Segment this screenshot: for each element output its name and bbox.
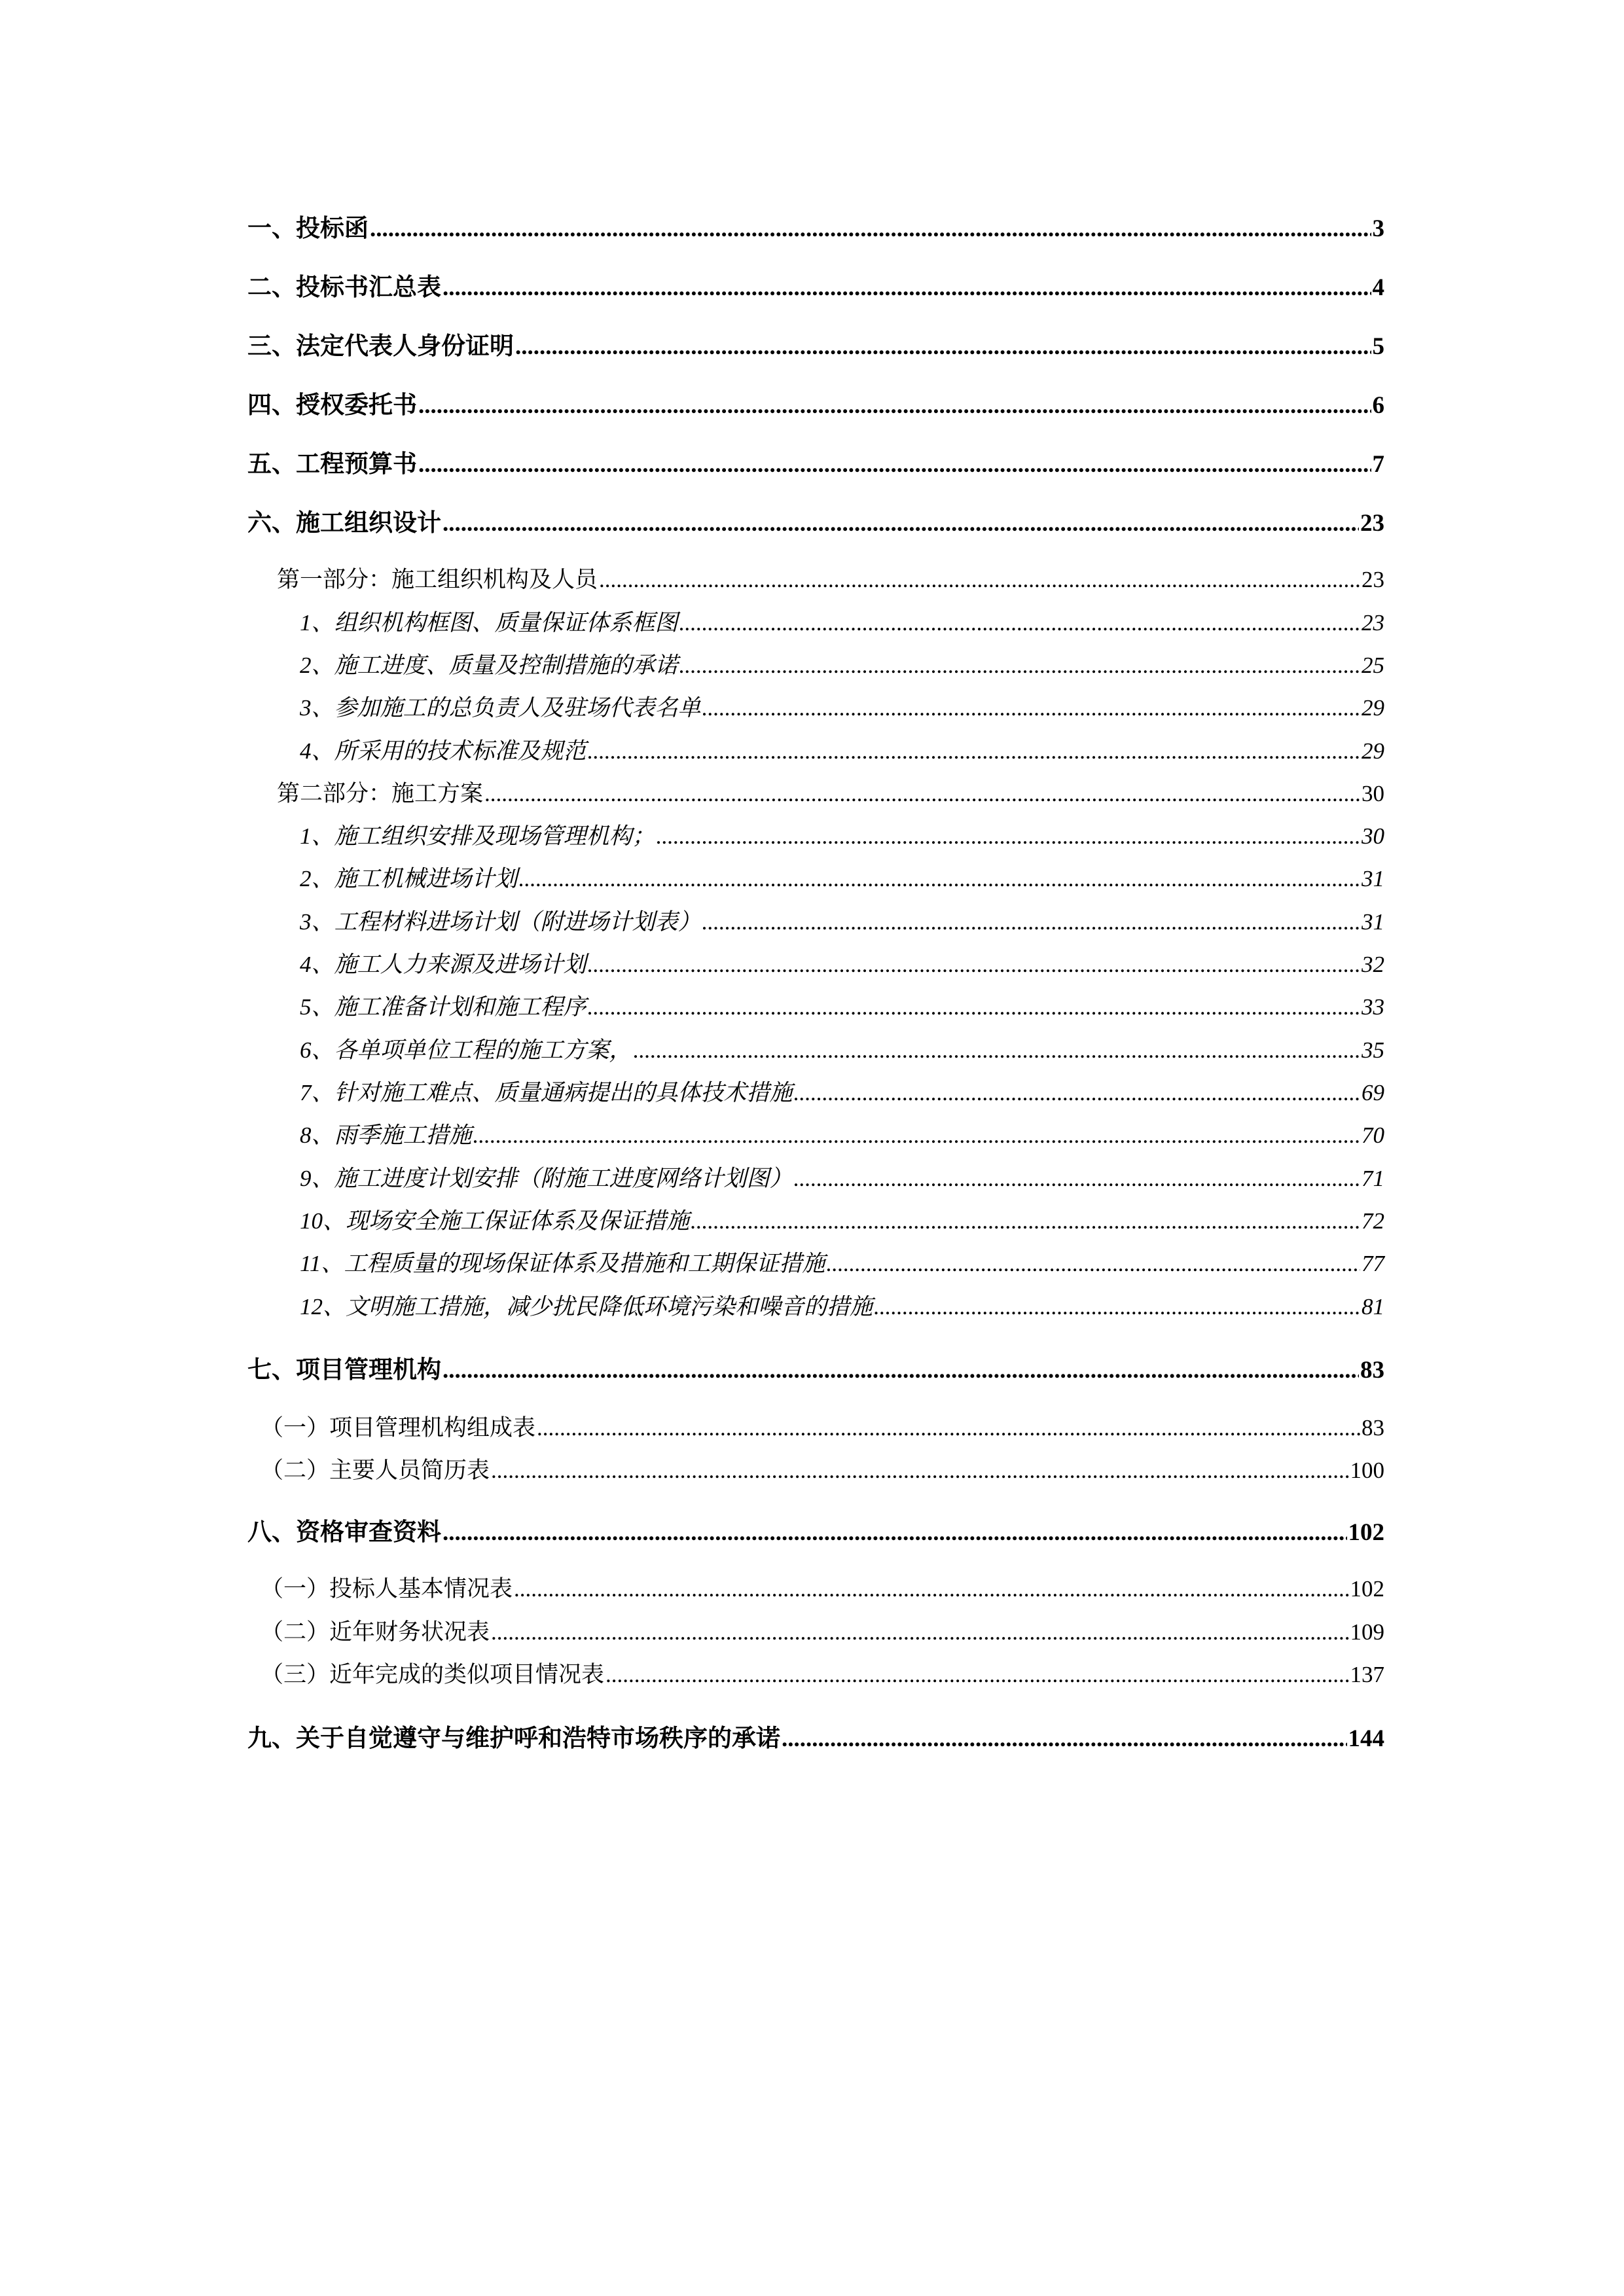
toc-page-number: 102: [1348, 1519, 1384, 1546]
toc-entry-label: 九、关于自觉遵守与维护呼和浩特市场秩序的承诺: [247, 1725, 780, 1752]
toc-page-number: 77: [1362, 1251, 1384, 1276]
toc-page-number: 69: [1362, 1080, 1384, 1105]
toc-entry-label: 12、文明施工措施，减少扰民降低环境污染和噪音的措施: [300, 1294, 873, 1319]
toc-entry-6-2-6[interactable]: [247, 1032, 1384, 1065]
toc-entry-label: 三、法定代表人身份证明: [247, 333, 514, 360]
toc-entry-8-1[interactable]: [247, 1571, 1384, 1604]
toc-leader-dots: [514, 1576, 1348, 1602]
toc-leader-dots: [418, 450, 1371, 478]
toc-entry-1[interactable]: [247, 208, 1384, 243]
toc-page-number: 109: [1350, 1619, 1384, 1645]
toc-page-number: 31: [1362, 866, 1384, 891]
toc-page-number: 137: [1350, 1662, 1384, 1687]
toc-entry-label: 5、施工准备计划和施工程序: [300, 994, 586, 1020]
toc-entry-6[interactable]: [247, 503, 1384, 538]
toc-leader-dots: [370, 215, 1371, 243]
toc-entry-3[interactable]: [247, 326, 1384, 361]
toc-entry-label: 2、施工进度、质量及控制措施的承诺: [300, 653, 678, 678]
toc-page-number: 102: [1350, 1576, 1384, 1602]
toc-entry-label: 六、施工组织设计: [247, 510, 441, 537]
toc-entry-label: （一）投标人基本情况表: [261, 1576, 513, 1602]
toc-entry-8-2[interactable]: [247, 1614, 1384, 1647]
toc-entry-6-1-2[interactable]: [247, 647, 1384, 680]
toc-entry-2[interactable]: [247, 267, 1384, 302]
toc-leader-dots: [874, 1294, 1360, 1320]
toc-page-number: 6: [1372, 392, 1384, 419]
toc-entry-label: （三）近年完成的类似项目情况表: [261, 1662, 605, 1687]
toc-entry-label: 七、项目管理机构: [247, 1357, 441, 1384]
toc-entry-6-2-3[interactable]: [247, 904, 1384, 937]
toc-page-number: 30: [1362, 823, 1384, 849]
toc-entry-6-1-1[interactable]: [247, 605, 1384, 637]
toc-leader-dots: [588, 994, 1360, 1020]
toc-page-number: 3: [1372, 215, 1384, 242]
toc-entry-6-2-4[interactable]: [247, 946, 1384, 979]
toc-leader-dots: [588, 738, 1360, 764]
toc-leader-dots: [599, 567, 1360, 593]
toc-entry-label: 8、雨季施工措施: [300, 1122, 472, 1148]
toc-leader-dots: [588, 952, 1360, 978]
toc-leader-dots: [702, 909, 1360, 935]
toc-entry-label: 4、施工人力来源及进场计划: [300, 952, 586, 977]
toc-entry-label: 4、所采用的技术标准及规范: [300, 738, 586, 764]
toc-entry-label: 11、工程质量的现场保证体系及措施和工期保证措施: [300, 1251, 825, 1276]
toc-entry-6-1-3[interactable]: [247, 690, 1384, 723]
toc-leader-dots: [794, 1080, 1360, 1106]
toc-entry-7-1[interactable]: [247, 1410, 1384, 1443]
toc-entry-6-2-2[interactable]: [247, 861, 1384, 893]
toc-leader-dots: [679, 610, 1360, 636]
toc-entry-8-3[interactable]: [247, 1657, 1384, 1689]
toc-entry-label: 1、组织机构框图、质量保证体系框图: [300, 610, 678, 636]
toc-leader-dots: [826, 1251, 1360, 1277]
toc-page-number: 29: [1362, 695, 1384, 721]
toc-page-number: 4: [1372, 274, 1384, 301]
toc-leader-dots: [782, 1725, 1347, 1753]
toc-page-number: 144: [1348, 1725, 1384, 1752]
toc-leader-dots: [484, 781, 1360, 807]
toc-entry-label: 五、工程预算书: [247, 451, 417, 478]
toc-entry-label: 9、施工进度计划安排（附施工进度网络计划图）: [300, 1166, 793, 1191]
toc-leader-dots: [657, 823, 1360, 850]
toc-entry-label: （二）近年财务状况表: [261, 1619, 490, 1645]
toc-entry-5[interactable]: [247, 444, 1384, 479]
toc-leader-dots: [418, 391, 1371, 420]
toc-entry-label: 一、投标函: [247, 215, 369, 242]
toc-leader-dots: [442, 509, 1359, 537]
toc-leader-dots: [794, 1166, 1360, 1192]
toc-entry-label: 四、授权委托书: [247, 392, 417, 419]
toc-page-number: 72: [1362, 1208, 1384, 1234]
toc-leader-dots: [442, 1518, 1347, 1547]
toc-entry-label: 3、工程材料进场计划（附进场计划表）: [300, 909, 701, 935]
toc-page-number: 35: [1362, 1037, 1384, 1063]
toc-entry-label: 第一部分：施工组织机构及人员: [277, 567, 598, 592]
toc-entry-4[interactable]: [247, 385, 1384, 420]
toc-leader-dots: [519, 866, 1360, 892]
toc-page-number: 29: [1362, 738, 1384, 764]
toc-entry-label: 第二部分：施工方案: [277, 781, 484, 806]
toc-page-number: 7: [1372, 451, 1384, 478]
toc-page-number: 83: [1360, 1357, 1384, 1384]
toc-leader-dots: [679, 653, 1360, 679]
toc-entry-label: 二、投标书汇总表: [247, 274, 441, 301]
toc-leader-dots: [702, 695, 1360, 721]
toc-page-number: 70: [1362, 1122, 1384, 1148]
toc-entry-label: 10、现场安全施工保证体系及保证措施: [300, 1208, 690, 1234]
toc-page-number: 81: [1362, 1294, 1384, 1319]
toc-entry-label: （一）项目管理机构组成表: [261, 1415, 536, 1441]
toc-entry-6-2-10[interactable]: [247, 1203, 1384, 1236]
toc-leader-dots: [491, 1619, 1348, 1645]
toc-page-number: 83: [1362, 1415, 1384, 1441]
toc-entry-6-2-8[interactable]: [247, 1117, 1384, 1150]
toc-page-number: 30: [1362, 781, 1384, 806]
toc-entry-6-part-1[interactable]: [247, 562, 1384, 594]
toc-entry-label: 1、施工组织安排及现场管理机构；: [300, 823, 655, 849]
toc-entry-7-2[interactable]: [247, 1452, 1384, 1485]
toc-page-number: 23: [1360, 510, 1384, 537]
toc-leader-dots: [605, 1662, 1348, 1688]
toc-entry-8[interactable]: [247, 1512, 1384, 1547]
toc-page-number: 32: [1362, 952, 1384, 977]
toc-entry-label: 7、针对施工难点、质量通病提出的具体技术措施: [300, 1080, 793, 1105]
toc-page-number: 71: [1362, 1166, 1384, 1191]
toc-page-number: 100: [1350, 1458, 1384, 1483]
toc-leader-dots: [473, 1122, 1360, 1149]
toc-page-number: 23: [1362, 610, 1384, 636]
toc-page-number: 23: [1362, 567, 1384, 592]
toc-entry-6-2-7[interactable]: [247, 1075, 1384, 1107]
toc-leader-dots: [515, 332, 1371, 361]
toc-entry-label: 八、资格审查资料: [247, 1519, 441, 1546]
toc-entry-6-2-1[interactable]: [247, 818, 1384, 851]
toc-entry-label: 6、各单项单位工程的施工方案，: [300, 1037, 632, 1063]
toc-entry-6-2-12[interactable]: [247, 1289, 1384, 1321]
toc-entry-label: 2、施工机械进场计划: [300, 866, 518, 891]
toc-leader-dots: [491, 1458, 1348, 1484]
toc-entry-label: 3、参加施工的总负责人及驻场代表名单: [300, 695, 701, 721]
toc-entry-label: （二）主要人员简历表: [261, 1458, 490, 1483]
toc-leader-dots: [691, 1208, 1360, 1234]
toc-leader-dots: [442, 1356, 1359, 1384]
toc-entry-6-1-4[interactable]: [247, 733, 1384, 766]
toc-entry-6-2-9[interactable]: [247, 1160, 1384, 1193]
toc-entry-6-part-2[interactable]: [247, 776, 1384, 808]
toc-leader-dots: [537, 1415, 1360, 1441]
toc-entry-6-2-11[interactable]: [247, 1246, 1384, 1278]
toc-entry-9[interactable]: [247, 1718, 1384, 1753]
toc-leader-dots: [634, 1037, 1360, 1064]
toc-page-number: 31: [1362, 909, 1384, 935]
toc-page-number: 33: [1362, 994, 1384, 1020]
toc-entry-6-2-5[interactable]: [247, 989, 1384, 1022]
toc-entry-7[interactable]: [247, 1350, 1384, 1385]
toc-page-number: 5: [1372, 333, 1384, 360]
toc-leader-dots: [442, 274, 1371, 302]
toc-page-number: 25: [1362, 653, 1384, 678]
